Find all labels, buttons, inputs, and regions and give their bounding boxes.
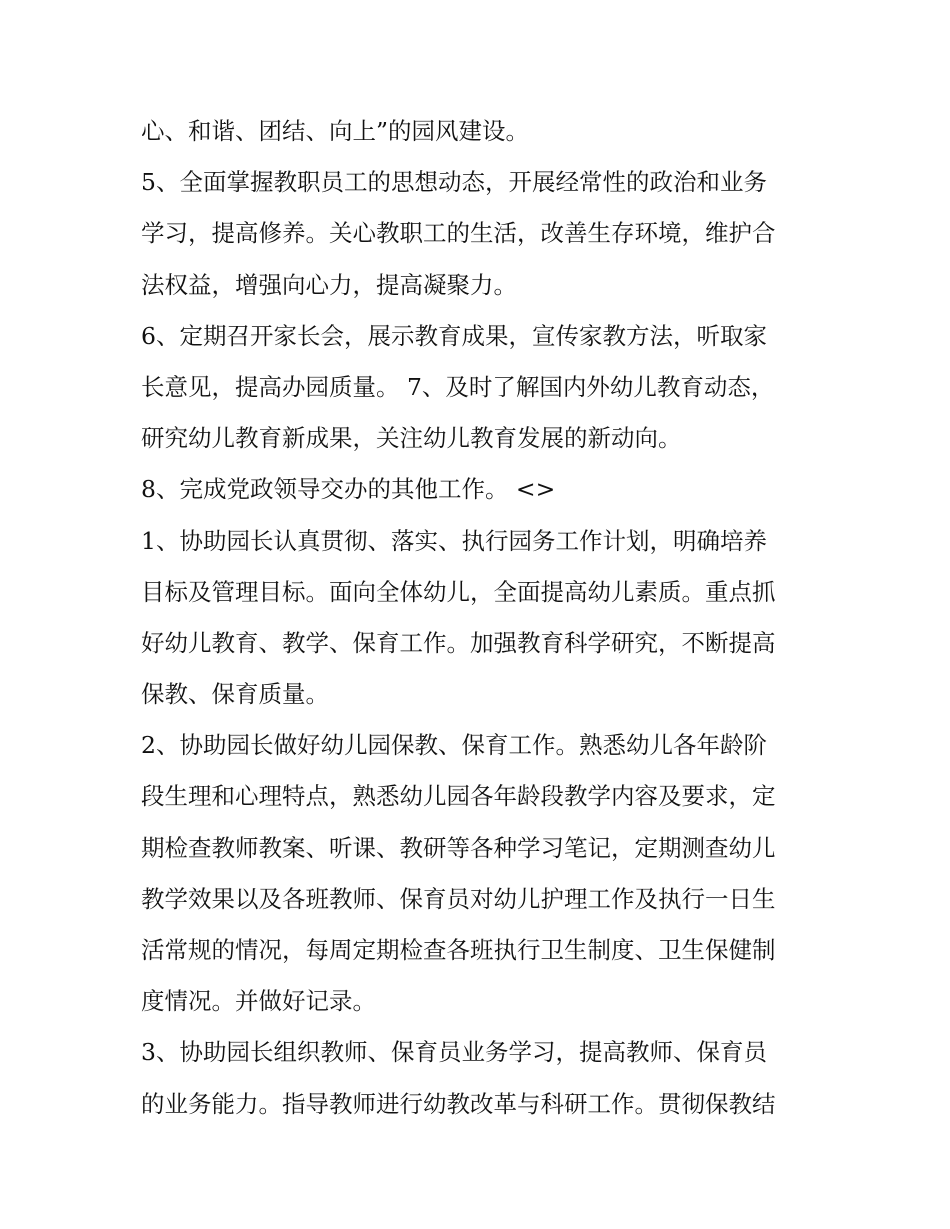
text-line: 3、协助园长组织教师、保育员业务学习，提高教师、保育员 xyxy=(141,1038,767,1067)
paragraph-item-6-7 xyxy=(141,311,821,465)
paragraph-item-8 xyxy=(141,464,821,515)
text-line: 的业务能力。指导教师进行幼教改革与科研工作。贯彻保教结 xyxy=(141,1089,776,1118)
text-line: 学习，提高修养。关心教职工的生活，改善生存环境，维护合 xyxy=(141,219,776,248)
text-line: 研究幼儿教育新成果，关注幼儿教育发展的新动向。 xyxy=(141,424,682,453)
text-line: 6、定期召开家长会，展示教育成果，宣传家教方法，听取家 xyxy=(141,321,767,350)
text-line: 教学效果以及各班教师、保育员对幼儿护理工作及执行一日生 xyxy=(141,884,776,913)
text-line: 法权益，增强向心力，提高凝聚力。 xyxy=(141,270,517,299)
text-line: 目标及管理目标。面向全体幼儿，全面提高幼儿素质。重点抓 xyxy=(141,577,776,606)
text-line: 段生理和心理特点，熟悉幼儿园各年龄段教学内容及要求，定 xyxy=(141,782,776,811)
text-line: 心、和谐、团结、向上”的园风建设。 xyxy=(141,117,530,145)
text-line: 好幼儿教育、教学、保育工作。加强教育科学研究，不断提高 xyxy=(141,628,776,657)
document-body xyxy=(141,106,821,1130)
text-line: 保教、保育质量。 xyxy=(141,680,329,709)
text-line: 活常规的情况，每周定期检查各班执行卫生制度、卫生保健制 xyxy=(141,936,776,964)
text-line: 长意见，提高办园质量。 7、及时了解国内外幼儿教育动态， xyxy=(141,372,775,401)
text-line: 5、全面掌握教职员工的思想动态，开展经常性的政治和业务 xyxy=(141,168,767,197)
paragraph-duty-2 xyxy=(141,720,821,1027)
text-line: 度情况。并做好记录。 xyxy=(141,987,376,1016)
text-line: 2、协助园长做好幼儿园保教、保育工作。熟悉幼儿各年龄阶 xyxy=(141,731,767,760)
paragraph-continuation xyxy=(141,106,821,157)
paragraph-duty-3 xyxy=(141,1027,821,1129)
paragraph-item-5 xyxy=(141,157,821,311)
text-line: 期检查教师教案、听课、教研等各种学习笔记，定期测查幼儿 xyxy=(141,833,776,862)
text-line: 1、协助园长认真贯彻、落实、执行园务工作计划，明确培养 xyxy=(141,526,767,555)
paragraph-duty-1 xyxy=(141,516,821,721)
text-line: 8、完成党政领导交办的其他工作。 <> xyxy=(141,475,556,504)
